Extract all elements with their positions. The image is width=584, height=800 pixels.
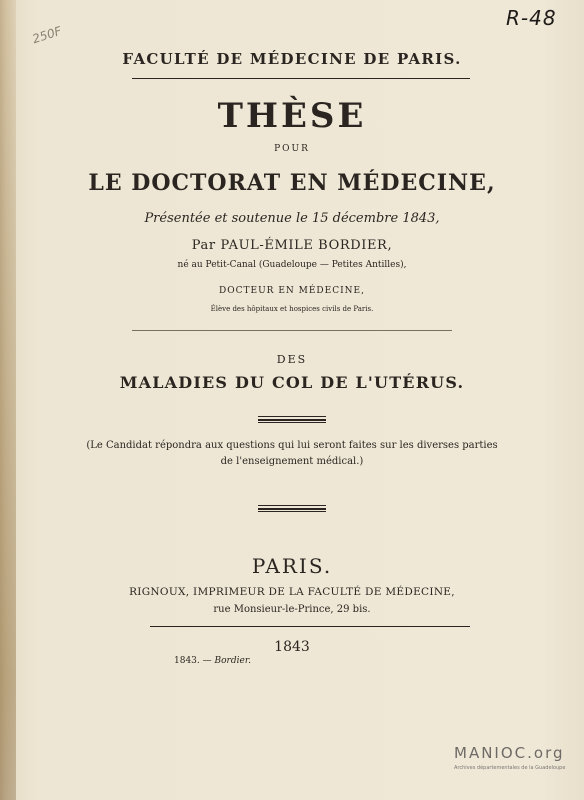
notice-line-1: (Le Candidat répondra aux questions qui lui seront faites sur les diverses parties [86,440,498,451]
imprint-city: PARIS. [251,554,333,578]
imprint-year: 1843 [274,639,310,655]
catalog-author: Bordier. [214,656,251,666]
pour-label: POUR [274,144,310,154]
author-title: DOCTEUR EN MÉDECINE, [219,286,365,296]
pencil-note: 250F [30,23,64,47]
author-line: Par PAUL-ÉMILE BORDIER, [191,238,393,253]
ornament-rule [258,505,326,512]
ornament-rule [258,416,326,423]
defense-date: Présentée et soutenue le 15 décembre 1843, [144,211,440,226]
subject-des: DES [276,353,308,366]
author-birthplace: né au Petit-Canal (Guadeloupe — Petites Antilles), [177,260,407,270]
header-rule [132,78,470,79]
catalog-year: 1843. — [174,656,212,666]
imprint-rule [150,626,470,627]
imprint-printer: RIGNOUX, IMPRIMEUR DE LA FACULTÉ DE MÉDECINE, [129,586,455,598]
manioc-logo: MANIOC.org [454,744,565,762]
notice-line-2: de l'enseignement médical.) [220,456,364,467]
shelf-mark: R-48 [506,6,557,30]
catalog-note [174,656,251,666]
degree-title: LE DOCTORAT EN MÉDECINE, [88,170,496,196]
manioc-subtitle: Archives départementales de la Guadeloupe [454,765,566,771]
faculty-heading: FACULTÉ DE MÉDECINE DE PARIS. [122,50,462,68]
author-student: Élève des hôpitaux et hospices civils de Paris. [210,305,374,313]
section-rule [132,330,452,331]
subject-title: MALADIES DU COL DE L'UTÉRUS. [119,373,465,392]
these-title: THÈSE [217,96,367,136]
imprint-address: rue Monsieur-le-Prince, 29 bis. [213,604,371,615]
manioc-watermark [454,744,574,780]
